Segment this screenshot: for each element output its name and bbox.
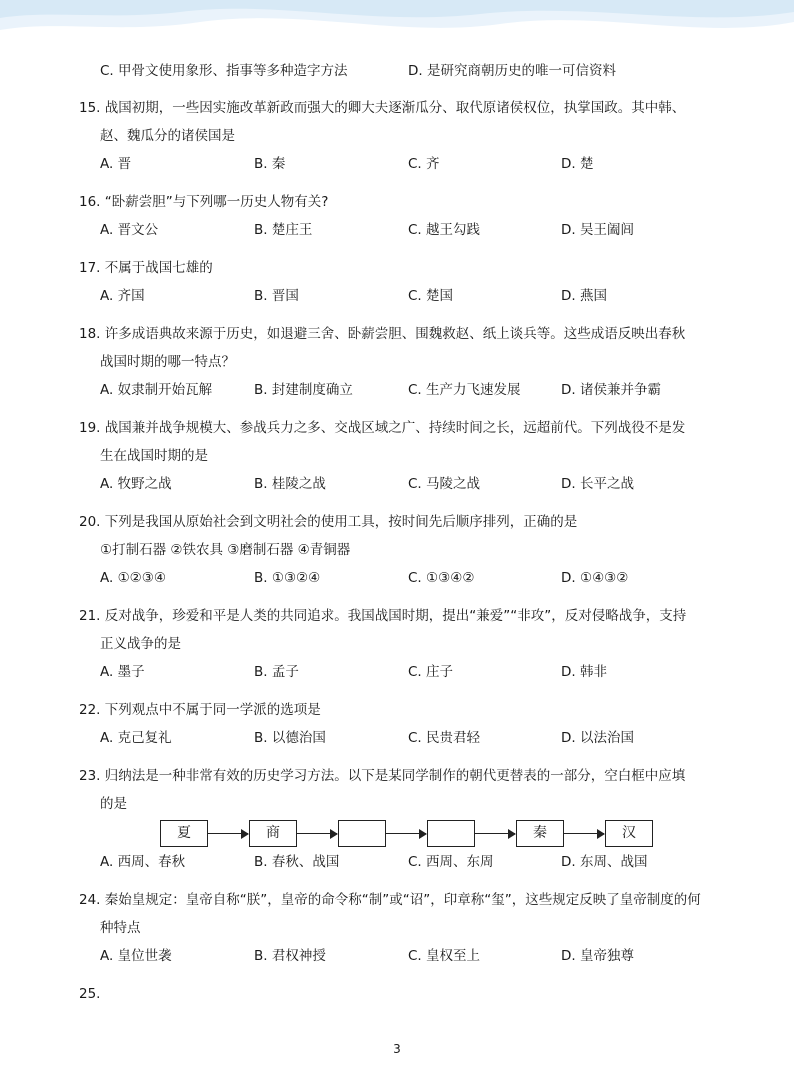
q16-option-c: C. 越王勾践 — [408, 222, 481, 238]
q21-option-d: D. 韩非 — [561, 664, 607, 680]
q20-option-c: C. ①③④② — [408, 570, 475, 586]
q21-stem-line2: 正义战争的是 — [100, 636, 181, 652]
dynasty-arrow-4 — [475, 833, 515, 834]
q18-stem-line1: 18. 许多成语典故来源于历史，如退避三舍、卧薪尝胆、围魏救赵、纸上谈兵等。这些成语反映出春秋 — [79, 326, 686, 342]
q18-option-b: B. 封建制度确立 — [254, 382, 353, 398]
q15-option-d: D. 楚 — [561, 156, 594, 172]
q23-option-b: B. 春秋、战国 — [254, 854, 340, 870]
q17-option-d: D. 燕国 — [561, 288, 607, 304]
q20-option-d: D. ①④③② — [561, 570, 629, 586]
q19-option-c: C. 马陵之战 — [408, 476, 481, 492]
dynasty-arrow-5 — [564, 833, 604, 834]
q15-option-b: B. 秦 — [254, 156, 286, 172]
q15-option-c: C. 齐 — [408, 156, 440, 172]
dynasty-arrow-3 — [386, 833, 426, 834]
q23-stem-line1: 23. 归纳法是一种非常有效的历史学习方法。以下是某同学制作的朝代更替表的一部分，空白框中应填 — [79, 768, 686, 784]
q15-stem-line2: 赵、魏瓜分的诸侯国是 — [100, 128, 235, 144]
q21-stem-line1: 21. 反对战争，珍爱和平是人类的共同追求。我国战国时期，提出“兼爱”“非攻”，反对侵略战争，支持 — [79, 608, 687, 624]
q22-option-d: D. 以法治国 — [561, 730, 634, 746]
q19-option-a: A. 牧野之战 — [100, 476, 172, 492]
q17-stem-line1: 17. 不属于战国七雄的 — [79, 260, 213, 276]
q20-stem-line1: 20. 下列是我国从原始社会到文明社会的使用工具，按时间先后顺序排列，正确的是 — [79, 514, 578, 530]
q21-option-b: B. 孟子 — [254, 664, 299, 680]
dynasty-box-blank-2 — [427, 820, 475, 847]
q22-option-b: B. 以德治国 — [254, 730, 326, 746]
q17-option-a: A. 齐国 — [100, 288, 145, 304]
q18-stem-line2: 战国时期的哪一特点？ — [100, 354, 235, 370]
q20-option-a: A. ①②③④ — [100, 570, 166, 586]
q14-option-c: C. 甲骨文使用象形、指事等多种造字方法 — [100, 63, 348, 79]
q16-option-a: A. 晋文公 — [100, 222, 159, 238]
q19-stem-line1: 19. 战国兼并战争规模大、参战兵力之多、交战区域之广、持续时间之长，远超前代。下列战役不是发 — [79, 420, 686, 436]
dynasty-box-5: 秦 — [516, 820, 564, 847]
q14-option-d: D. 是研究商朝历史的唯一可信资料 — [408, 63, 616, 79]
q19-option-d: D. 长平之战 — [561, 476, 634, 492]
q18-option-c: C. 生产力飞速发展 — [408, 382, 521, 398]
q19-stem-line2: 生在战国时期的是 — [100, 448, 208, 464]
q17-option-c: C. 楚国 — [408, 288, 454, 304]
dynasty-box-2: 商 — [249, 820, 297, 847]
q15-stem-line1: 15. 战国初期，一些因实施改革新政而强大的卿大夫逐渐瓜分、取代原诸侯权位，执掌国政。其中韩、 — [79, 100, 686, 116]
dynasty-box-1: 夏 — [160, 820, 208, 847]
q24-option-d: D. 皇帝独尊 — [561, 948, 634, 964]
q21-option-c: C. 庄子 — [408, 664, 454, 680]
q23-option-a: A. 西周、春秋 — [100, 854, 186, 870]
q18-option-d: D. 诸侯兼并争霸 — [561, 382, 661, 398]
q18-option-a: A. 奴隶制开始瓦解 — [100, 382, 213, 398]
q23-stem-line2: 的是 — [100, 796, 127, 812]
q22-option-a: A. 克己复礼 — [100, 730, 172, 746]
dynasty-arrow-1 — [208, 833, 248, 834]
q20-option-b: B. ①③②④ — [254, 570, 321, 586]
page-number: 3 — [393, 1042, 401, 1056]
q24-option-c: C. 皇权至上 — [408, 948, 481, 964]
q25-stem-line1: 25. — [79, 986, 101, 1002]
q17-option-b: B. 晋国 — [254, 288, 299, 304]
q24-option-a: A. 皇位世袭 — [100, 948, 172, 964]
q24-stem-line1: 24. 秦始皇规定：皇帝自称“朕”，皇帝的命令称“制”或“诏”，印章称“玺”，这些规定反映了皇帝制度的何 — [79, 892, 701, 908]
q23-option-c: C. 西周、东周 — [408, 854, 494, 870]
q20-stem-line2: ①打制石器 ②铁农具 ③磨制石器 ④青铜器 — [100, 542, 351, 558]
q19-option-b: B. 桂陵之战 — [254, 476, 326, 492]
q24-option-b: B. 君权神授 — [254, 948, 326, 964]
q16-option-d: D. 吴王阖闾 — [561, 222, 634, 238]
q21-option-a: A. 墨子 — [100, 664, 145, 680]
dynasty-box-blank-1 — [338, 820, 386, 847]
q24-stem-line2: 种特点 — [100, 920, 141, 936]
dynasty-arrow-2 — [297, 833, 337, 834]
q15-option-a: A. 晋 — [100, 156, 132, 172]
q16-option-b: B. 楚庄王 — [254, 222, 313, 238]
q16-stem-line1: 16. “卧薪尝胆”与下列哪一历史人物有关? — [79, 194, 329, 210]
q23-option-d: D. 东周、战国 — [561, 854, 648, 870]
q22-stem-line1: 22. 下列观点中不属于同一学派的选项是 — [79, 702, 321, 718]
q22-option-c: C. 民贵君轻 — [408, 730, 481, 746]
dynasty-box-6: 汉 — [605, 820, 653, 847]
